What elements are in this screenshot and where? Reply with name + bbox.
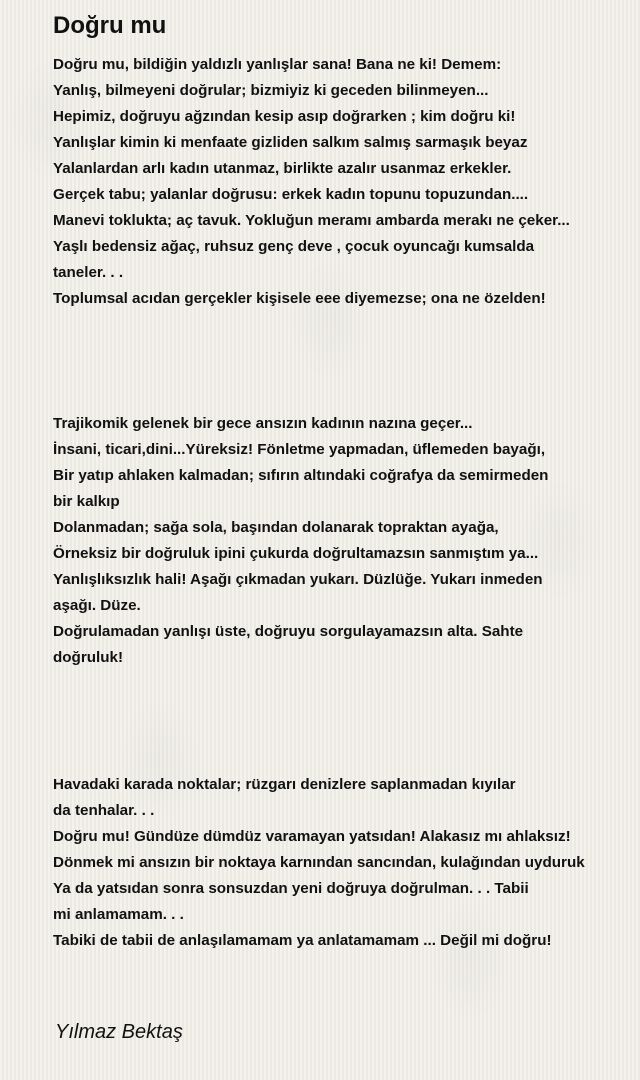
poem-line: Tabiki de tabii de anlaşılamamam ya anlatamamam ... Değil mi doğru! <box>53 932 552 949</box>
stanza-3 <box>53 772 633 954</box>
poem-line: doğruluk! <box>53 649 124 666</box>
poem-line: Doğrulamadan yanlışı üste, doğruyu sorgulayamazsın alta. Sahte <box>53 623 524 640</box>
poem-line: Gerçek tabu; yalanlar doğrusu: erkek kadın topunu topuzundan.... <box>53 186 529 203</box>
poem-line: Manevi toklukta; aç tavuk. Yokluğun meramı ambarda merakı ne çeker... <box>53 212 570 229</box>
poem-line: Bir yatıp ahlaken kalmadan; sıfırın altındaki coğrafya da semirmeden <box>53 467 549 484</box>
poem-line: Doğru mu, bildiğin yaldızlı yanlışlar sana! Bana ne ki! Demem: <box>53 56 502 73</box>
poem-line: Dönmek mi ansızın bir noktaya karnından sancından, kulağından uyduruk <box>53 854 585 871</box>
poem-line: Ya da yatsıdan sonra sonsuzdan yeni doğruya doğrulman. . . Tabii <box>53 880 529 897</box>
poem-line: Hepimiz, doğruyu ağzından kesip asıp doğrarken ; kim doğru ki! <box>53 108 516 125</box>
poem-line: Yanlışlıksızlık hali! Aşağı çıkmadan yukarı. Düzlüğe. Yukarı inmeden <box>53 571 543 588</box>
stanza-1 <box>53 52 633 312</box>
poem-line: Havadaki karada noktalar; rüzgarı denizlere saplanmadan kıyılar <box>53 776 516 793</box>
stanza-2 <box>53 411 633 671</box>
poem-line: bir kalkıp <box>53 493 120 510</box>
poem-line: Yanlış, bilmeyeni doğrular; bizmiyiz ki geceden bilinmeyen... <box>53 82 489 99</box>
poem-line: taneler. . . <box>53 264 124 281</box>
poem-line: Trajikomik gelenek bir gece ansızın kadının nazına geçer... <box>53 415 473 432</box>
poem-line: mi anlamamam. . . <box>53 906 184 923</box>
poem-line: Yanlışlar kimin ki menfaate gizliden salkım salmış sarmaşık beyaz <box>53 134 528 151</box>
poem-line: Doğru mu! Gündüze dümdüz varamayan yatsıdan! Alakasız mı ahlaksız! <box>53 828 571 845</box>
author-name: Yılmaz Bektaş <box>55 1021 183 1043</box>
poem-line: da tenhalar. . . <box>53 802 155 819</box>
poem-line: Yalanlardan arlı kadın utanmaz, birlikte azalır usanmaz erkekler. <box>53 160 512 177</box>
poem-line: Toplumsal acıdan gerçekler kişisele eee diyemezse; ona ne özelden! <box>53 290 546 307</box>
poem-line: Örneksiz bir doğruluk ipini çukurda doğrultamazsın sanmıştım ya... <box>53 545 539 562</box>
poem-line: İnsani, ticari,dini...Yüreksiz! Fönletme yapmadan, üflemeden bayağı, <box>53 441 546 458</box>
poem-line: Dolanmadan; sağa sola, başından dolanarak topraktan ayağa, <box>53 519 499 536</box>
poem-title: Doğru mu <box>53 12 167 39</box>
poem-line: aşağı. Düze. <box>53 597 141 614</box>
poem-line: Yaşlı bedensiz ağaç, ruhsuz genç deve , çocuk oyuncağı kumsalda <box>53 238 535 255</box>
